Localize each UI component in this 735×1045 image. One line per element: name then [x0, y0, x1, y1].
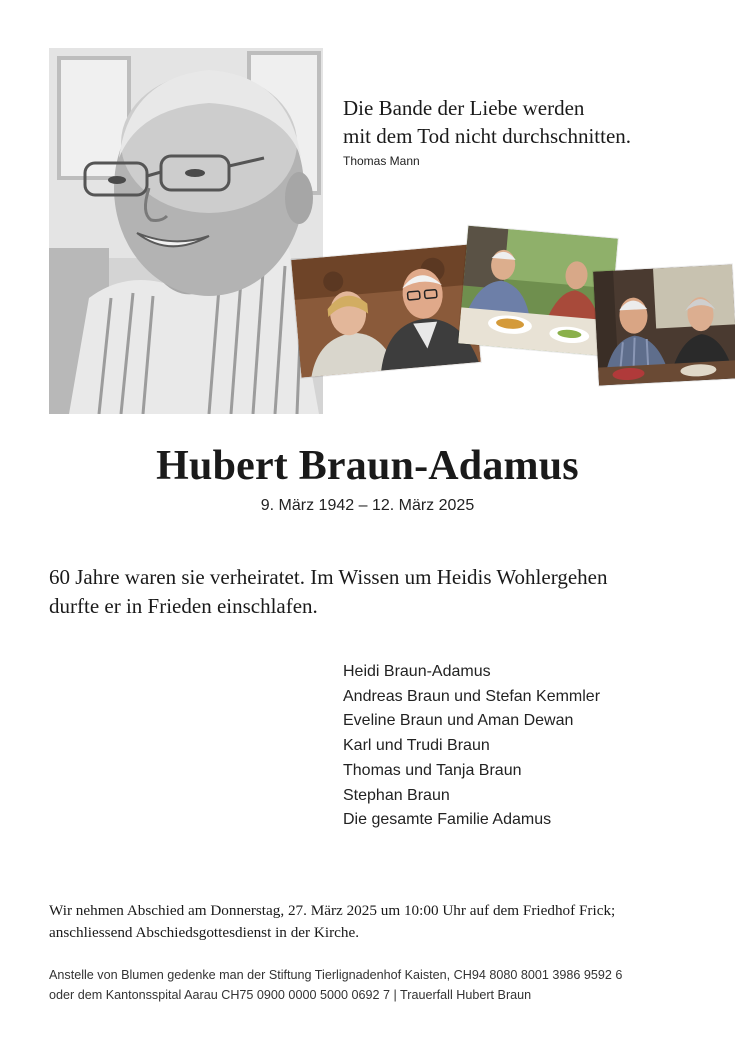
mourner-item: Heidi Braun-Adamus	[343, 663, 491, 680]
quote-line: mit dem Tod nicht durchschnitten.	[343, 124, 632, 148]
deceased-name: Hubert Braun-Adamus	[156, 443, 579, 489]
ceremony-line: anschliessend Abschiedsgottesdienst in der Kirche.	[49, 924, 360, 941]
mourner-item: Die gesamte Familie Adamus	[343, 811, 552, 829]
quote-author: Thomas Mann	[343, 154, 420, 168]
quote-block	[343, 94, 723, 168]
mourners-list	[343, 660, 723, 833]
mourner-item: Stephan Braun	[343, 786, 450, 804]
couple-photo	[291, 244, 481, 377]
donation-line: oder dem Kantonsspital Aarau CH75 0900 0000 5000 0692 7 | Trauerfall Hubert Braun	[49, 988, 532, 1002]
mourner-item: Eveline Braun und Aman Dewan	[343, 712, 574, 730]
ceremony-block	[49, 900, 709, 944]
portrait-illustration	[49, 48, 323, 414]
life-dates: 9. März 1942 – 12. März 2025	[260, 497, 475, 514]
restaurant-photo	[593, 264, 735, 385]
ceremony-line: Wir nehmen Abschied am Donnerstag, 27. März 2025 um 10:00 Uhr auf dem Friedhof Frick;	[49, 902, 616, 919]
mourner-item: Karl und Trudi Braun	[343, 737, 490, 755]
statement-line: 60 Jahre waren sie verheiratet. Im Wissen um Heidis Wohlergehen	[49, 565, 608, 589]
mourner-item: Andreas Braun und Stefan Kemmler	[343, 687, 601, 705]
statement-line: durfte er in Frieden einschlafen.	[49, 594, 318, 618]
portrait-photo	[49, 48, 323, 414]
donation-block	[49, 965, 719, 1005]
statement-block	[49, 563, 709, 621]
quote-line: Die Bande der Liebe werden	[343, 96, 585, 120]
mourner-item: Thomas und Tanja Braun	[343, 761, 522, 779]
donation-line: Anstelle von Blumen gedenke man der Stiftung Tierlignadenhof Kaisten, CH94 8080 8001 3986 9592 6	[49, 968, 623, 982]
